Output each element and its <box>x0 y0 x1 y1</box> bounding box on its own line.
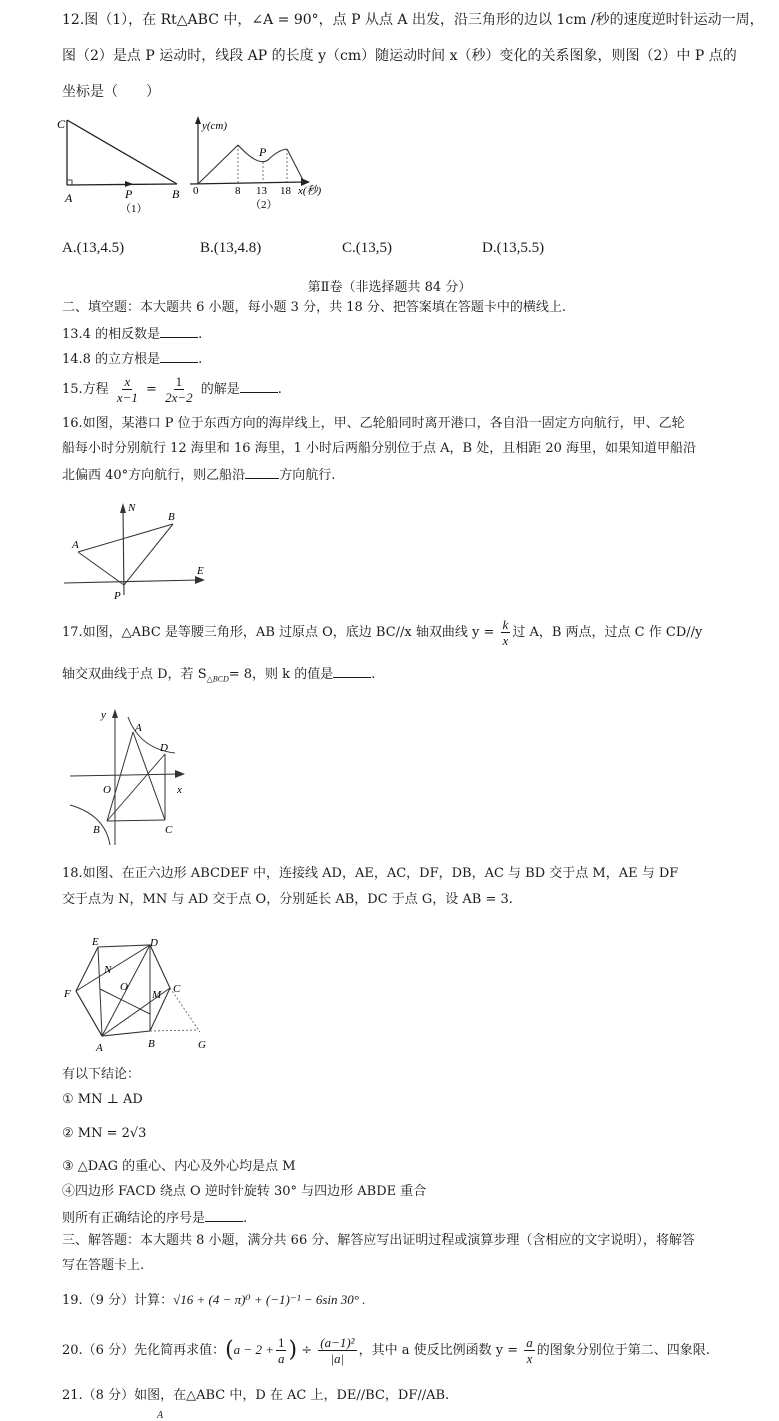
label-B: B <box>172 187 180 201</box>
part2-title: 第Ⅱ卷（非选择题共 84 分） <box>307 280 472 295</box>
q18-conclusion-3: ③ △DAG 的重心、内心及外心均是点 M <box>62 1159 296 1174</box>
q18-conclusions-title: 有以下结论： <box>62 1067 141 1082</box>
q20: 20.（6 分）先化简再求值：(a − 2 + $\frac{1}{a}$ ) ÷ $\frac{\text{(a−1)²}}{|a|}$ ，其中 a 使反比例函数 y = $\frac{a}{x}$ 的图象分别位于第二、四象限. <box>62 1335 710 1366</box>
q12-line3: 坐标是（ ） <box>62 84 160 100</box>
answer-blank[interactable] <box>240 380 278 393</box>
svg-text:E: E <box>197 565 204 577</box>
q12-line2: 图（2）是点 P 运动时，线段 AP 的长度 y（cm）随运动时间 x（秒）变化的关系图象，则图（2）中 P 点的 <box>62 48 737 64</box>
q16-figure <box>60 495 220 605</box>
svg-text:B: B <box>168 511 175 523</box>
q13: 13.4 的相反数是 . <box>62 327 203 342</box>
svg-text:x(秒): x(秒) <box>298 185 322 197</box>
option-c[interactable]: C.(13,5) <box>342 240 393 256</box>
q21: 21.（8 分）如图，在△ABC 中，D 在 AC 上，DE//BC，DF//AB. <box>62 1388 450 1403</box>
svg-text:B: B <box>93 824 100 836</box>
svg-text:y(cm): y(cm) <box>202 120 228 132</box>
svg-text:P: P <box>259 145 267 159</box>
q18-ask: 则所有正确结论的序号是 . <box>62 1211 248 1226</box>
section2-heading: 二、填空题：本大题共 6 小题，每小题 3 分，共 18 分、把答案填在答题卡中的横线上. <box>62 300 567 315</box>
svg-text:N: N <box>104 964 112 976</box>
svg-text:A: A <box>135 722 142 734</box>
q18-conclusion-4: ④四边形 FACD 绕点 O 逆时针旋转 30° 与四边形 ABDE 重合 <box>62 1184 427 1199</box>
svg-text:18: 18 <box>280 185 291 197</box>
q17-line1: 17.如图，△ABC 是等腰三角形，AB 过原点 O，底边 BC//x 轴双曲线 y = $\frac{k}{x}$ 过 A，B 两点，过点 C 作 CD//y <box>62 617 703 648</box>
section3-heading-2: 写在答题卡上. <box>62 1258 145 1273</box>
q14: 14.8 的立方根是 . <box>62 352 203 367</box>
q18-line1: 18.如图、在正六边形 ABCDEF 中，连接线 AD，AE，AC，DF，DB，AC 与 BD 交于点 M，AE 与 DF <box>62 866 679 881</box>
caption-1: （1） <box>120 203 148 215</box>
answer-blank[interactable] <box>160 325 198 338</box>
svg-text:O: O <box>103 784 111 796</box>
svg-text:0: 0 <box>193 185 199 197</box>
answer-blank[interactable] <box>160 350 198 363</box>
q21-figure-fragment: A <box>157 1410 164 1421</box>
svg-text:C: C <box>165 824 173 836</box>
q12-figure-1 <box>55 112 185 217</box>
svg-text:E: E <box>92 936 99 948</box>
svg-text:P: P <box>114 590 121 602</box>
q16-line3: 北偏西 40°方向航行，则乙船沿 方向航行. <box>62 468 336 483</box>
q16-line1: 16.如图，某港口 P 位于东西方向的海岸线上，甲、乙轮船同时离开港口，各自沿一固定方向航行，甲、乙轮 <box>62 416 685 431</box>
label-C: C <box>57 117 66 131</box>
svg-text:（2）: （2） <box>250 199 278 211</box>
svg-text:A: A <box>72 539 79 551</box>
q18-figure <box>60 935 220 1060</box>
q16-line2: 船每小时分别航行 12 海里和 16 海里，1 小时后两船分别位于点 A，B 处，且相距 20 海里，如果知道甲船沿 <box>62 441 697 456</box>
q18-conclusion-1: ① MN ⊥ AD <box>62 1092 143 1107</box>
answer-blank[interactable] <box>333 665 371 678</box>
q19: 19.（9 分）计算：√16 + (4 − π)⁰ + (−1)⁻¹ − 6sin 30° . <box>62 1292 366 1308</box>
svg-text:G: G <box>198 1039 206 1051</box>
svg-text:13: 13 <box>256 185 267 197</box>
svg-text:N: N <box>128 502 136 514</box>
svg-text:O: O <box>120 981 128 993</box>
option-a[interactable]: A.(13,4.5) <box>62 240 125 256</box>
section3-heading-1: 三、解答题：本大题共 8 小题，满分共 66 分、解答应写出证明过程或演算步理（含相应的文字说明），将解答 <box>62 1233 695 1248</box>
svg-text:y: y <box>101 709 106 721</box>
q12-line1: 12.图（1），在 Rt△ABC 中，∠A = 90°，点 P 从点 A 出发，沿三角形的边以 1cm /秒的速度逆时针运动一周， <box>62 12 764 28</box>
q18-line2: 交于点为 N，MN 与 AD 交于点 O，分别延长 AB，DC 于点 G，设 AB = 3. <box>62 892 513 907</box>
svg-text:A: A <box>96 1042 103 1054</box>
label-P: P <box>125 187 133 201</box>
svg-text:C: C <box>173 983 181 995</box>
svg-text:8: 8 <box>235 185 241 197</box>
q18-conclusion-2: ② MN = 2√3 <box>62 1126 147 1141</box>
svg-text:B: B <box>148 1038 155 1050</box>
svg-text:D: D <box>160 742 168 754</box>
svg-text:M: M <box>152 989 162 1001</box>
answer-blank[interactable] <box>245 466 279 479</box>
answer-blank[interactable] <box>205 1209 243 1222</box>
q17-figure <box>65 705 195 845</box>
label-A: A <box>65 191 73 205</box>
option-d[interactable]: D.(13,5.5) <box>482 240 545 256</box>
q17-line2: 轴交双曲线于点 D，若 $S_{\triangle BCD}= 8$，则 k 的值是 . <box>62 667 376 684</box>
q12-figure-2 <box>188 112 338 217</box>
q15: 15.方程 $\frac{x}{x-1}$ = $\frac{1}{2x-2}$ 的解是 . <box>62 374 282 405</box>
svg-text:F: F <box>64 988 71 1000</box>
svg-text:x: x <box>177 784 182 796</box>
option-b[interactable]: B.(13,4.8) <box>200 240 262 256</box>
svg-text:D: D <box>150 937 158 949</box>
